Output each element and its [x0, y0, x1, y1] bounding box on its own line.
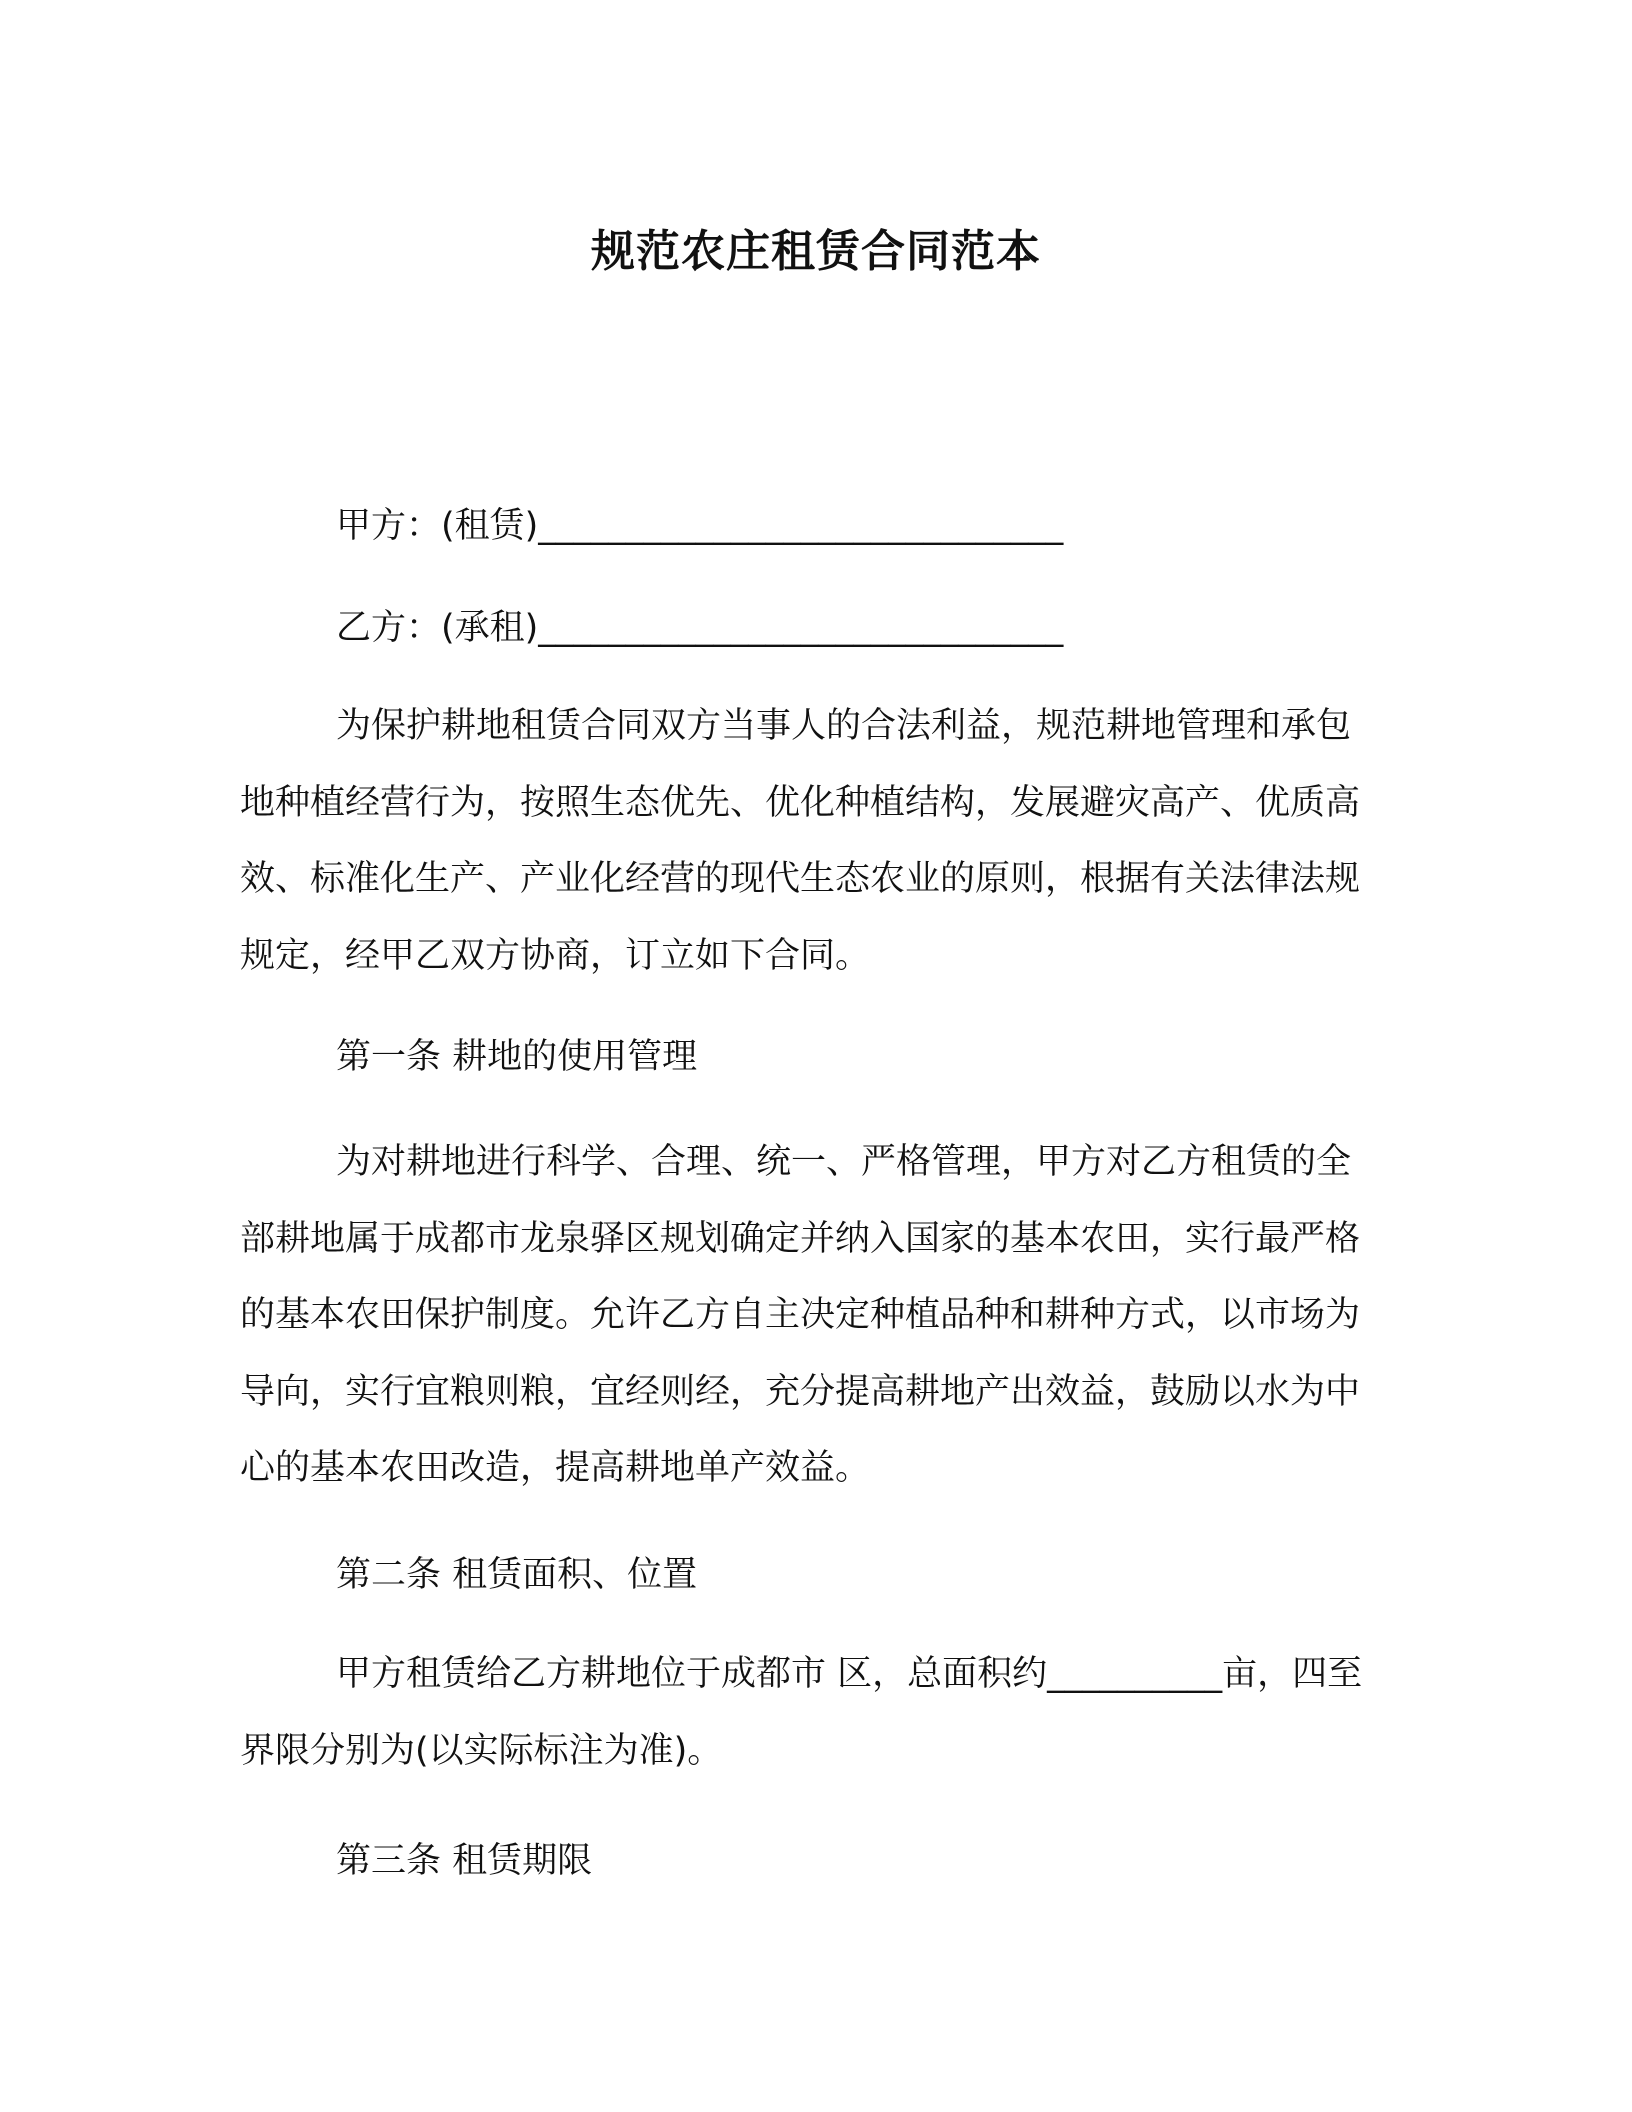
article-1-paragraph: 为对耕地进行科学、合理、统一、严格管理，甲方对乙方租赁的全部耕地属于成都市龙泉驿区规划确定并纳入国家的基本农田，实行最严格的基本农田保护制度。允许乙方自主决定种植品种和耕种方式，以市场为导向，实行宜粮则粮，宜经则经，充分提高耕地产出效益，鼓励以水为中心的基本农田改造，提高耕地单产效益。 — [240, 1142, 1361, 1488]
party-b-line: 乙方：(承租)______________________________ — [336, 608, 1064, 648]
article-2-heading: 第二条 租赁面积、位置 — [336, 1555, 698, 1595]
article-2-paragraph: 甲方租赁给乙方耕地位于成都市 区，总面积约__________亩，四至界限分别为(以实际标注为准)。 — [240, 1654, 1363, 1771]
article-1-heading: 第一条 耕地的使用管理 — [336, 1037, 698, 1077]
article-3-heading: 第三条 租赁期限 — [336, 1841, 593, 1881]
intro-paragraph: 为保护耕地租赁合同双方当事人的合法利益，规范耕地管理和承包地种植经营行为，按照生态优先、优化种植结构，发展避灾高产、优质高效、标准化生产、产业化经营的现代生态农业的原则，根据有关法律法规规定，经甲乙双方协商，订立如下合同。 — [240, 706, 1361, 976]
document-title: 规范农庄租赁合同范本 — [591, 226, 1041, 277]
party-a-line: 甲方：(租赁)______________________________ — [336, 506, 1064, 546]
